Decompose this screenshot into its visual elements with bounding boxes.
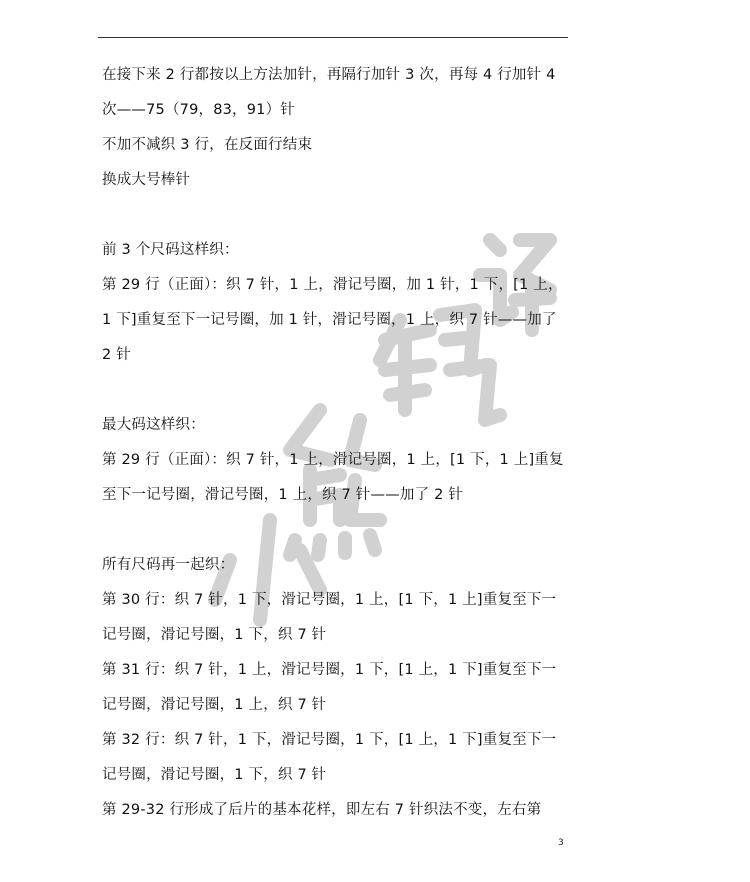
text-line: 次——75（79，83，91）针 <box>102 102 296 118</box>
text-line: 第 32 行：织 7 针，1 下，滑记号圈，1 下，[1 上，1 下]重复至下一 <box>102 732 557 748</box>
text-line: 第 29-32 行形成了后片的基本花样，即左右 7 针织法不变，左右第 <box>102 802 542 818</box>
blank-line <box>102 517 572 552</box>
text-line: 第 29 行（正面）：织 7 针，1 上，滑记号圈，加 1 针，1 下，[1 上， <box>102 277 563 293</box>
text-line: 换成大号棒针 <box>102 172 191 188</box>
text-line: 记号圈，滑记号圈，1 上，织 7 针 <box>102 697 327 713</box>
text-line: 第 29 行（正面）：织 7 针，1 上，滑记号圈，1 上，[1 下，1 上]重复 <box>102 452 564 468</box>
text-line: 第 31 行：织 7 针，1 上，滑记号圈，1 下，[1 上，1 下]重复至下一 <box>102 662 557 678</box>
text-line: 不加不减织 3 行，在反面行结束 <box>102 137 313 153</box>
blank-line <box>102 202 572 237</box>
text-line: 记号圈，滑记号圈，1 下，织 7 针 <box>102 767 327 783</box>
text-line: 1 下]重复至下一记号圈，加 1 针，滑记号圈，1 上，织 7 针——加了 <box>102 312 557 328</box>
section-heading: 最大码这样织： <box>102 417 205 433</box>
section-heading: 所有尺码再一起织： <box>102 557 235 573</box>
text-line: 至下一记号圈，滑记号圈，1 上，织 7 针——加了 2 针 <box>102 487 464 503</box>
page-number: 3 <box>558 838 564 848</box>
blank-line <box>102 377 572 412</box>
text-line: 2 针 <box>102 347 131 363</box>
body-text <box>102 62 572 832</box>
text-line: 记号圈，滑记号圈，1 下，织 7 针 <box>102 627 327 643</box>
text-line: 在接下来 2 行都按以上方法加针，再隔行加针 3 次，再每 4 行加针 4 <box>102 67 556 83</box>
header-rule <box>98 37 568 38</box>
text-line: 第 30 行：织 7 针，1 下，滑记号圈，1 上，[1 下，1 上]重复至下一 <box>102 592 557 608</box>
section-heading: 前 3 个尺码这样织： <box>102 242 239 258</box>
